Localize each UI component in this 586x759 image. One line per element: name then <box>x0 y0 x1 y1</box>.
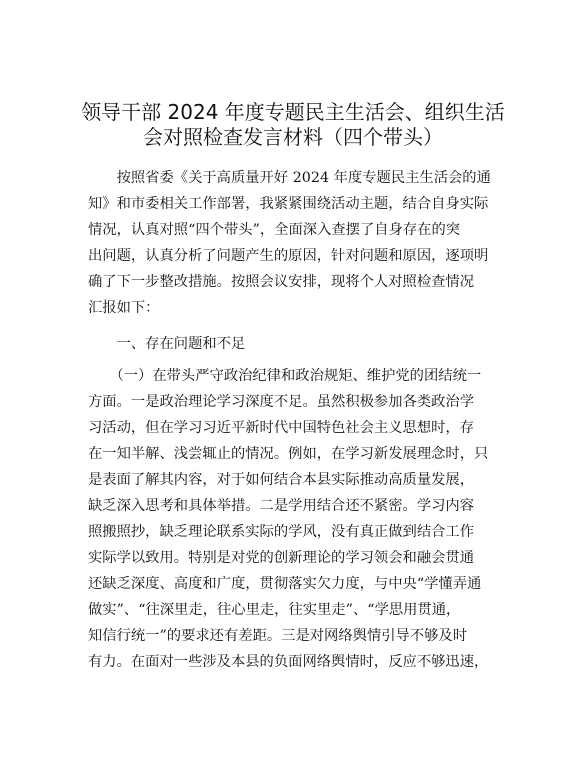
text-line: 知信行统一”的要求还有差距。三是对网络舆情引导不够及时 <box>88 628 468 644</box>
text-line: 情况，认真对照“四个带头”，全面深入查摆了自身存在的突 <box>88 222 461 238</box>
text-line: 缺乏深入思考和具体举措。二是学用结合还不紧密。学习内容 <box>88 498 475 514</box>
text-line: 在一知半解、浅尝辄止的情况。例如，在学习新发展理念时，只 <box>88 446 489 462</box>
text-line: 方面。一是政治理论学习深度不足。虽然积极参加各类政治学 <box>88 394 475 410</box>
text-line: 有力。在面对一些涉及本县的负面网络舆情时，反应不够迅速， <box>88 654 489 670</box>
title-line: 会对照检查发言材料（四个带头） <box>143 125 443 149</box>
text-line: 还缺乏深度、高度和广度，贯彻落实欠力度，与中央“学懂弄通 <box>88 576 482 592</box>
text-line: 汇报如下： <box>88 300 160 316</box>
body-paragraph <box>88 363 500 675</box>
text-line: 实际学以致用。特别是对党的创新理论的学习领会和融会贯通 <box>88 550 475 566</box>
text-line: 知》和市委相关工作部署，我紧紧围绕活动主题，结合自身实际 <box>88 196 489 212</box>
text-line: （一）在带头严守政治纪律和政治规矩、维护党的团结统一 <box>88 368 482 384</box>
title-line: 领导干部 2024 年度专题民主生活会、组织生活 <box>81 100 505 124</box>
text-line: 习活动，但在学习习近平新时代中国特色社会主义思想时，存 <box>88 420 475 436</box>
text-line: 做实”、“往深里走，往心里走，往实里走”、“学思用贯通， <box>88 602 461 618</box>
text-line: 确了下一步整改措施。按照会议安排，现将个人对照检查情况 <box>88 274 475 290</box>
intro-paragraph <box>88 165 500 321</box>
text-line: 照搬照抄，缺乏理论联系实际的学风，没有真正做到结合工作 <box>88 524 475 540</box>
text-line: 出问题，认真分析了问题产生的原因，针对问题和原因，逐项明 <box>88 248 489 264</box>
document-title <box>70 100 516 150</box>
section-heading <box>88 331 500 357</box>
section-heading-text: 一、存在问题和不足 <box>88 336 246 352</box>
text-line: 是表面了解其内容，对于如何结合本县实际推动高质量发展， <box>88 472 475 488</box>
text-line: 按照省委《关于高质量开好 2024 年度专题民主生活会的通 <box>88 170 491 186</box>
